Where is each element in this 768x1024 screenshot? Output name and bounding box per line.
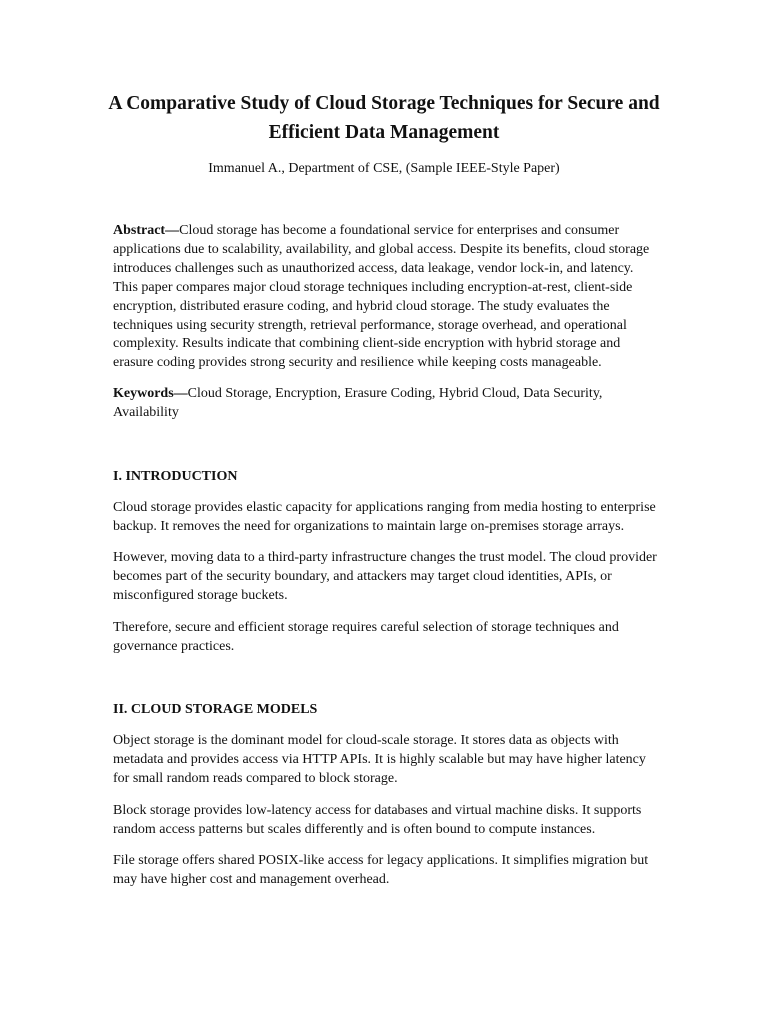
abstract-paragraph: [113, 222, 661, 373]
section-heading-cloud-storage-models: II. CLOUD STORAGE MODELS: [113, 702, 318, 717]
models-paragraph-2: Block storage provides low-latency access for databases and virtual machine disks. It supports random access patterns but scales differently and is often bound to compute instances.: [113, 803, 642, 837]
paper-title: A Comparative Study of Cloud Storage Techniques for Secure and Efficient Data Management: [108, 93, 660, 143]
models-paragraph-3: File storage offers shared POSIX-like access for legacy applications. It simplifies migration but may have higher cost and management overhead.: [113, 853, 649, 887]
keywords-paragraph: [113, 385, 661, 423]
models-paragraph-1: Object storage is the dominant model for cloud-scale storage. It stores data as objects with metadata and provides access via HTTP APIs. It is highly scalable but may have higher latency for small random reads compared to block storage.: [113, 733, 646, 786]
keywords-text: Cloud Storage, Encryption, Erasure Coding, Hybrid Cloud, Data Security, Availability: [113, 386, 603, 420]
abstract-label: Abstract—: [113, 223, 180, 238]
abstract-text: Cloud storage has become a foundational service for enterprises and consumer applications due to scalability, availability, and global access. Despite its benefits, cloud storage introduces challenges such as unauthorized access, data leakage, vendor lock-in, and latency. This paper compares major cloud storage techniques including encryption-at-rest, client-side encryption, distributed erasure coding, and hybrid cloud storage. The study evaluates the techniques using security strength, retrieval performance, storage overhead, and operational complexity. Results indicate that combining client-side encryption with hybrid storage and erasure coding provides strong security and resilience while keeping costs manageable.: [113, 223, 650, 371]
author-line: Immanuel A., Department of CSE, (Sample IEEE-Style Paper): [208, 161, 560, 176]
section-heading-introduction: I. INTRODUCTION: [113, 469, 238, 484]
intro-paragraph-3: Therefore, secure and efficient storage requires careful selection of storage techniques and governance practices.: [113, 620, 619, 654]
keywords-label: Keywords—: [113, 386, 188, 401]
intro-paragraph-2: However, moving data to a third-party infrastructure changes the trust model. The cloud provider becomes part of the security boundary, and attackers may target cloud identities, APIs, or misconfigured storage buckets.: [113, 550, 657, 603]
intro-paragraph-1: Cloud storage provides elastic capacity for applications ranging from media hosting to enterprise backup. It removes the need for organizations to maintain large on-premises storage arrays.: [113, 500, 656, 534]
